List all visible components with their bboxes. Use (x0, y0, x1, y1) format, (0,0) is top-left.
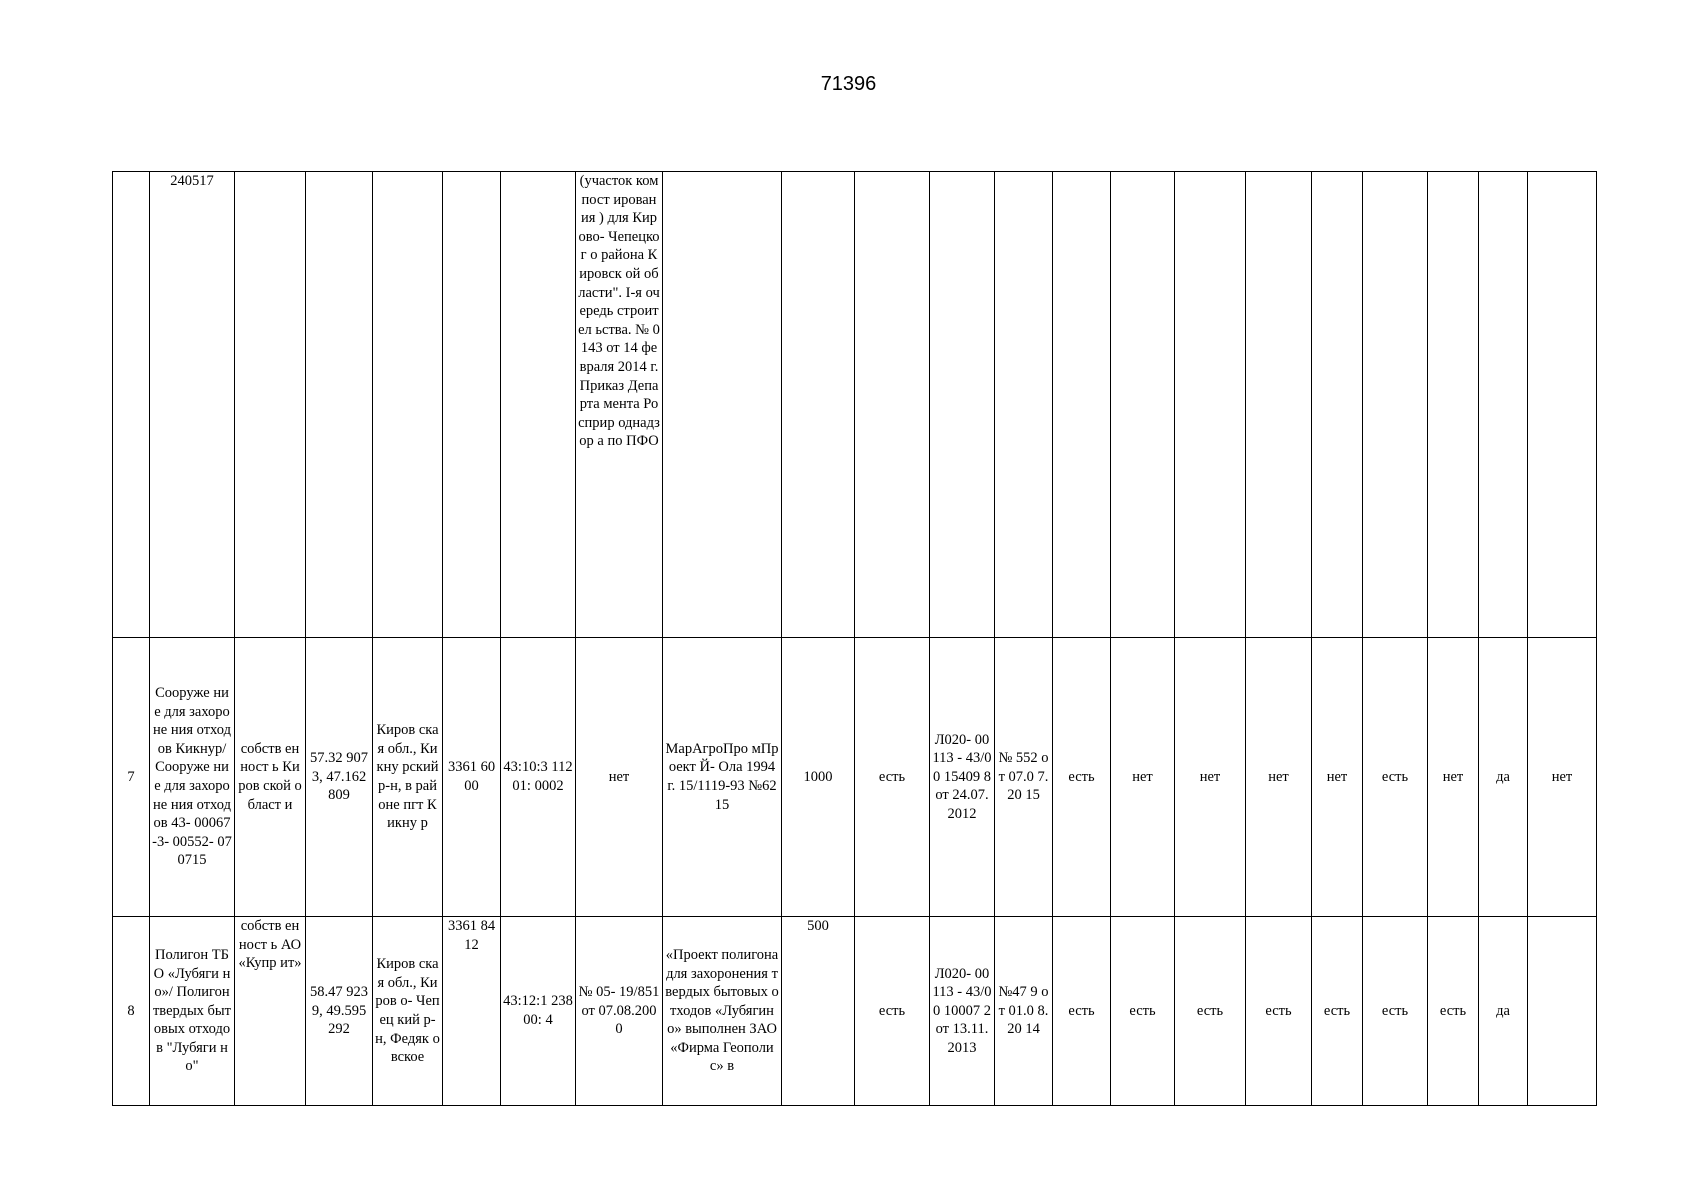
table-cell: 43:10:3 11201: 0002 (501, 638, 576, 917)
table-cell: нет (576, 638, 663, 917)
page-number: 71396 (820, 73, 877, 95)
table-cell: Киров ская обл., Киров о- Чепец кий р- н, Федяк овское (373, 917, 443, 1106)
table-cell: нет (1312, 638, 1363, 917)
table-cell (1175, 172, 1246, 638)
table-cell: нет (1528, 638, 1597, 917)
table-cell: Сооруже ние для захороне ния отходов Кикнур/ Сооруже ние для захороне ния отходов 43- 00067-3- 00552- 070715 (150, 638, 235, 917)
table-cell: 58.47 9239, 49.595 292 (306, 917, 373, 1106)
table-cell: № 552 от 07.0 7.20 15 (995, 638, 1053, 917)
table-cell (1246, 172, 1312, 638)
table-cell: есть (1111, 917, 1175, 1106)
table-cell: нет (1111, 638, 1175, 917)
table-cell (782, 172, 855, 638)
table-cell: 3361 8412 (443, 917, 501, 1106)
table-cell (501, 172, 576, 638)
waste-facilities-table (112, 171, 1597, 1106)
table-cell: 500 (782, 917, 855, 1106)
table-cell: есть (1175, 917, 1246, 1106)
table-cell: Киров ская обл., Кикну рский р-н, в районе пгт Кикну р (373, 638, 443, 917)
table-cell: 57.32 9073, 47.162 809 (306, 638, 373, 917)
table-cell (663, 172, 782, 638)
table-row (113, 638, 1597, 917)
table-cell (995, 172, 1053, 638)
table-row (113, 172, 1597, 638)
table-cell (235, 172, 306, 638)
table-cell: Л020- 00113 - 43/00 10007 2 от 13.11. 2013 (930, 917, 995, 1106)
table-cell: есть (855, 917, 930, 1106)
table-cell: есть (1363, 917, 1428, 1106)
table-cell: есть (855, 638, 930, 917)
table-cell: есть (1428, 917, 1479, 1106)
table-cell (443, 172, 501, 638)
table-cell: да (1479, 638, 1528, 917)
table-cell (113, 172, 150, 638)
table-cell: есть (1053, 917, 1111, 1106)
table-cell: есть (1053, 638, 1111, 917)
table-cell: «Проект полигона для захоронения твердых бытовых отходов «Лубягино» выполнен ЗАО «Фирма Геополис» в (663, 917, 782, 1106)
table-cell: 1000 (782, 638, 855, 917)
table-cell (1053, 172, 1111, 638)
table-cell (1312, 172, 1363, 638)
table-cell (373, 172, 443, 638)
table-cell: нет (1428, 638, 1479, 917)
table-cell (1428, 172, 1479, 638)
table-cell: нет (1175, 638, 1246, 917)
table-cell: (участок компост ирования ) для Кирово- Чепецког о района Кировск ой области". I-я очередь строител ьства. № 0143 от 14 февраля 2014 г. Приказ Департа мента Росприр однадзор а по ПФО (576, 172, 663, 638)
table-cell: №47 9 от 01.0 8.20 14 (995, 917, 1053, 1106)
table-cell: есть (1246, 917, 1312, 1106)
table-cell (1363, 172, 1428, 638)
table-row (113, 917, 1597, 1106)
table-cell: 8 (113, 917, 150, 1106)
table-cell: № 05- 19/851 от 07.08.200 0 (576, 917, 663, 1106)
table-cell (1111, 172, 1175, 638)
table-cell: 3361 6000 (443, 638, 501, 917)
table-cell: нет (1246, 638, 1312, 917)
table-cell: собств енност ь Киров ской област и (235, 638, 306, 917)
table-cell (1479, 172, 1528, 638)
table-cell: да (1479, 917, 1528, 1106)
table-cell: есть (1312, 917, 1363, 1106)
table-cell (306, 172, 373, 638)
table-cell (930, 172, 995, 638)
table-cell: Полигон ТБО «Лубяги но»/ Полигон твердых бытовых отходов "Лубяги но" (150, 917, 235, 1106)
table-cell: 43:12:1 23800: 4 (501, 917, 576, 1106)
table-cell (1528, 172, 1597, 638)
table-cell: есть (1363, 638, 1428, 917)
table-cell (855, 172, 930, 638)
table-cell: собств енност ь АО «Купр ит» (235, 917, 306, 1106)
table-cell: Л020- 00113 - 43/00 15409 8 от 24.07. 2012 (930, 638, 995, 917)
table-cell: МарАгроПро мПроект Й- Ола 1994г. 15/1119-93 №6215 (663, 638, 782, 917)
table-cell (1528, 917, 1597, 1106)
table-cell: 7 (113, 638, 150, 917)
table-cell: 240517 (150, 172, 235, 638)
